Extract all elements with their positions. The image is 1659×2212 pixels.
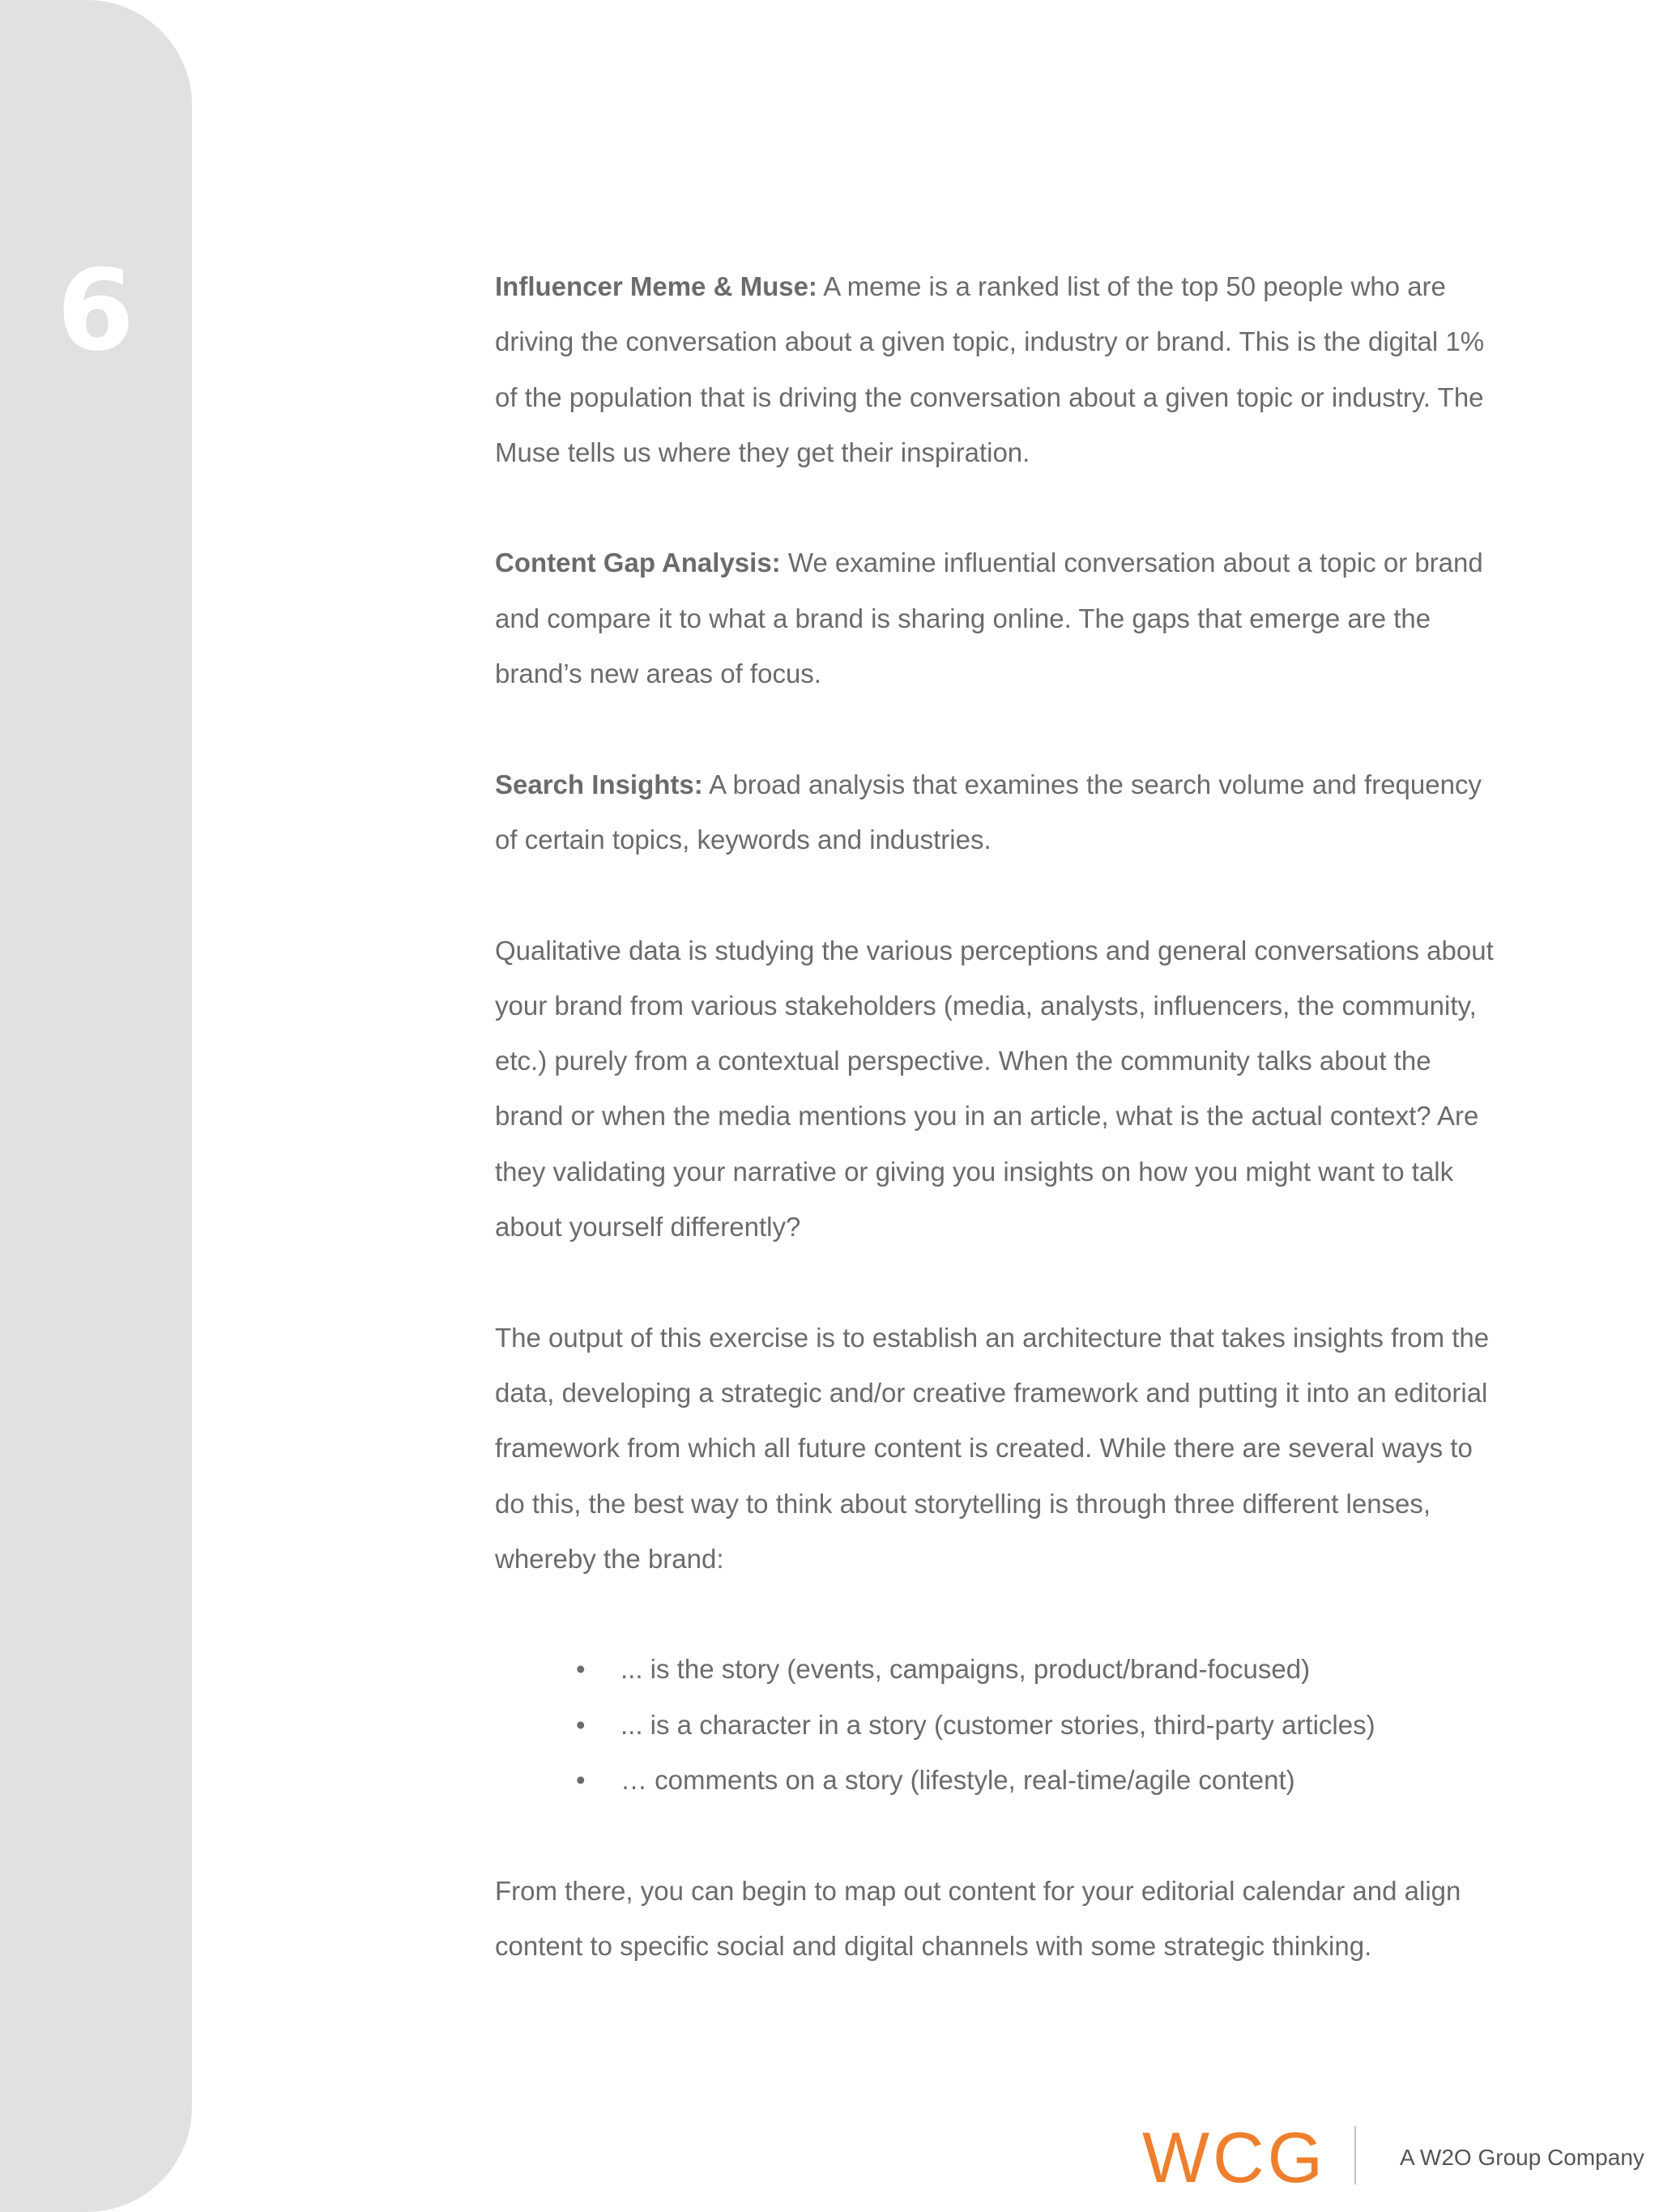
- bullet-icon: •: [576, 1765, 586, 1796]
- list-item-text: ... is the story (events, campaigns, product/brand-focused): [621, 1654, 1311, 1685]
- section-influencer-meme: [495, 259, 1499, 480]
- footer-divider: [1354, 2126, 1356, 2184]
- list-item: [495, 1698, 1499, 1753]
- bullet-icon: •: [576, 1709, 586, 1740]
- paragraph-qualitative: Qualitative data is studying the various perceptions and general conversations about your brand from various stakeholders (media, analysts, influencers, the community, etc.) purely from a contextual perspective. When the community talks about the brand or when the media mentions you in an article, what is the actual context? Are they validating your narrative or giving you insights on how you might want to talk about yourself differently?: [495, 935, 1494, 1242]
- section-content-gap: [495, 535, 1499, 701]
- section-text: We examine influential conversation about a topic or brand and compare it to what a brand is sharing online. The gaps that emerge are the brand’s new areas of focus.: [495, 548, 1483, 689]
- section-text: A meme is a ranked list of the top 50 people who are driving the conversation about a given topic, industry or brand. This is the digital 1% of the population that is driving the conversation about a given topic or industry. The Muse tells us where they get their inspiration.: [495, 271, 1485, 467]
- article-body: [495, 259, 1499, 1974]
- section-label: Search Insights:: [495, 769, 703, 799]
- list-item: [495, 1642, 1499, 1697]
- paragraph-output: The output of this exercise is to establish an architecture that takes insights from the data, developing a strategic and/or creative framework and putting it into an editorial framework from which all future content is created. While there are several ways to do this, the best way to think about storytelling is through three different lenses, whereby the brand:: [495, 1322, 1490, 1574]
- wcg-logo: WCG: [1142, 2117, 1327, 2197]
- footer-tagline: A W2O Group Company: [1400, 2145, 1644, 2170]
- list-item: [495, 1753, 1499, 1808]
- paragraph-closing: From there, you can begin to map out content for your editorial calendar and align content to specific social and digital channels with some strategic thinking.: [495, 1875, 1461, 1961]
- section-label: Content Gap Analysis:: [495, 548, 781, 578]
- section-search-insights: [495, 757, 1499, 868]
- bullet-icon: •: [576, 1654, 586, 1685]
- page-number: 6: [57, 245, 135, 376]
- section-label: Influencer Meme & Muse:: [495, 271, 817, 301]
- list-item-text: ... is a character in a story (customer stories, third-party articles): [621, 1709, 1375, 1740]
- list-item-text: … comments on a story (lifestyle, real-time/agile content): [621, 1765, 1295, 1796]
- lenses-list: [495, 1642, 1499, 1808]
- section-text: A broad analysis that examines the search volume and frequency of certain topics, keywords and industries.: [495, 769, 1482, 855]
